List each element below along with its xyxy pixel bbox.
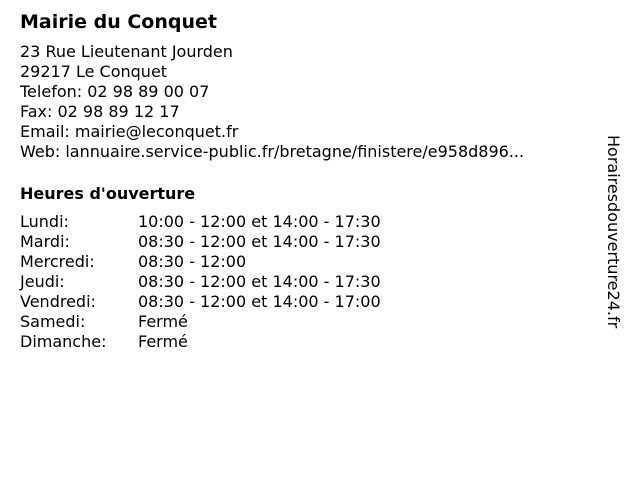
phone-number: Telefon: 02 98 89 00 07 (20, 82, 210, 101)
hours-row-friday (20, 292, 600, 312)
day-hours: 10:00 - 12:00 et 14:00 - 17:30 (138, 212, 381, 231)
day-hours: 08:30 - 12:00 et 14:00 - 17:30 (138, 272, 381, 291)
hours-row-thursday (20, 272, 600, 292)
day-label: Lundi: (20, 212, 69, 231)
day-label: Samedi: (20, 312, 86, 331)
day-label: Mardi: (20, 232, 70, 251)
day-hours: 08:30 - 12:00 et 14:00 - 17:00 (138, 292, 381, 311)
info-card (20, 10, 600, 352)
day-label: Vendredi: (20, 292, 96, 311)
hours-row-monday (20, 212, 600, 232)
hours-row-sunday (20, 332, 600, 352)
day-hours: Fermé (138, 332, 188, 351)
fax-number: Fax: 02 98 89 12 17 (20, 102, 180, 121)
day-label: Mercredi: (20, 252, 95, 271)
brand-watermark: Horairesdouverture24.fr (604, 135, 623, 329)
address-city: 29217 Le Conquet (20, 62, 168, 81)
hours-heading: Heures d'ouverture (20, 184, 196, 203)
day-hours: 08:30 - 12:00 et 14:00 - 17:30 (138, 232, 381, 251)
website-link: Web: lannuaire.service-public.fr/bretagne/finistere/e958d896... (20, 142, 525, 161)
address-street: 23 Rue Lieutenant Jourden (20, 42, 233, 61)
hours-row-saturday (20, 312, 600, 332)
hours-row-wednesday (20, 252, 600, 272)
hours-row-tuesday (20, 232, 600, 252)
day-hours: Fermé (138, 312, 188, 331)
contact-block (20, 42, 600, 162)
day-label: Dimanche: (20, 332, 107, 351)
day-hours: 08:30 - 12:00 (138, 252, 247, 271)
hours-table (20, 212, 600, 352)
page-title: Mairie du Conquet (20, 11, 217, 33)
day-label: Jeudi: (20, 272, 65, 291)
email-address: Email: mairie@leconquet.fr (20, 122, 239, 141)
